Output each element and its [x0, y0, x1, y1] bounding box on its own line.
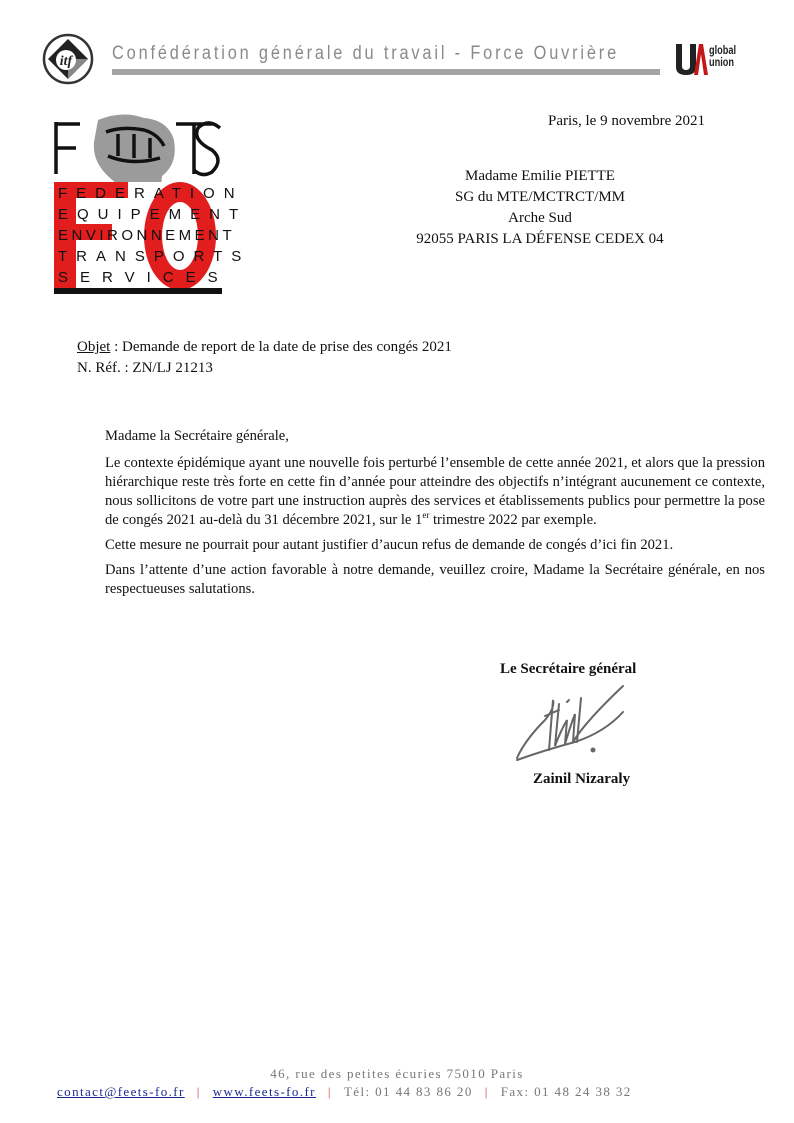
subject-text: : Demande de report de la date de prise des congés 2021 — [110, 339, 452, 355]
separator: | — [484, 1084, 489, 1099]
email-link[interactable]: contact@feets-fo.fr — [57, 1084, 185, 1099]
subject-label: Objet — [77, 339, 111, 355]
website-link[interactable]: www.feets-fo.fr — [212, 1084, 316, 1099]
letter-date: Paris, le 9 novembre 2021 — [548, 113, 706, 129]
recipient-city: 92055 PARIS LA DÉFENSE CEDEX 04 — [416, 231, 664, 247]
header-rule — [112, 69, 660, 75]
uni-global-text: global — [709, 45, 737, 57]
logo-line-federation: FEDERATION — [58, 185, 244, 202]
paragraph-1-text: Le contexte épidémique ayant une nouvelle fois perturbé l’ensemble de cette année 2021, et alors que la pression hiérarchique reste très forte en cette fin d’année pour atteindre des objectifs n’intégrant aucunement ce contexte, nous sollicitons de votre part une instruction auprès des services et établissements publics pour permettre la pose de congés 2021 au-delà du 31 décembre 2021, sur le 1 — [105, 455, 765, 528]
phone-number: Tél: 01 44 83 86 20 — [343, 1084, 473, 1099]
uni-union-text: union — [709, 57, 735, 69]
feets-fo-logo — [52, 112, 251, 296]
recipient-name: Madame Emilie PIETTE — [465, 168, 615, 184]
footer-contacts — [57, 1084, 632, 1100]
recipient-title: SG du MTE/MCTRCT/MM — [454, 189, 626, 205]
logo-line-equipement: EQUIPEMENT — [58, 206, 248, 223]
uni-global-union-logo — [675, 42, 747, 76]
reference-line: N. Réf. : ZN/LJ 21213 — [77, 360, 213, 376]
logo-line-services: SERVICES — [58, 269, 230, 286]
svg-text:itf: itf — [59, 54, 73, 69]
subject-line — [77, 337, 452, 358]
paragraph-3: Dans l’attente d’une action favorable à notre demande, veuillez croire, Madame la Secrétaire générale, en nos respectueuses salutations. — [105, 562, 765, 597]
subject-block — [77, 337, 452, 379]
paragraph-1 — [105, 454, 765, 530]
signer-title: Le Secrétaire général — [500, 661, 637, 677]
footer-address: 46, rue des petites écuries 75010 Paris — [270, 1066, 524, 1081]
handwritten-signature — [515, 680, 625, 765]
superscript-er: er — [422, 510, 430, 521]
separator: | — [327, 1084, 332, 1099]
logo-line-environnement: ENVIRONNEMENT — [58, 227, 236, 244]
salutation: Madame la Secrétaire générale, — [105, 428, 289, 444]
signer-name: Zainil Nizaraly — [533, 771, 631, 787]
recipient-address — [370, 166, 710, 250]
logo-line-transports: TRANSPORTS — [58, 248, 251, 265]
confederation-title: Confédération générale du travail - Force Ouvrière — [112, 43, 620, 64]
fax-number: Fax: 01 48 24 38 32 — [500, 1084, 632, 1099]
paragraph-1-end: trimestre 2022 par exemple. — [429, 512, 597, 528]
uni-mark-icon — [675, 42, 709, 76]
letter-body — [105, 427, 765, 605]
paragraph-2: Cette mesure ne pourrait pour autant justifier d’aucun refus de demande de congés d’ici fin 2021. — [105, 537, 674, 553]
recipient-building: Arche Sud — [508, 210, 572, 226]
itf-logo — [42, 33, 94, 85]
separator: | — [196, 1084, 201, 1099]
